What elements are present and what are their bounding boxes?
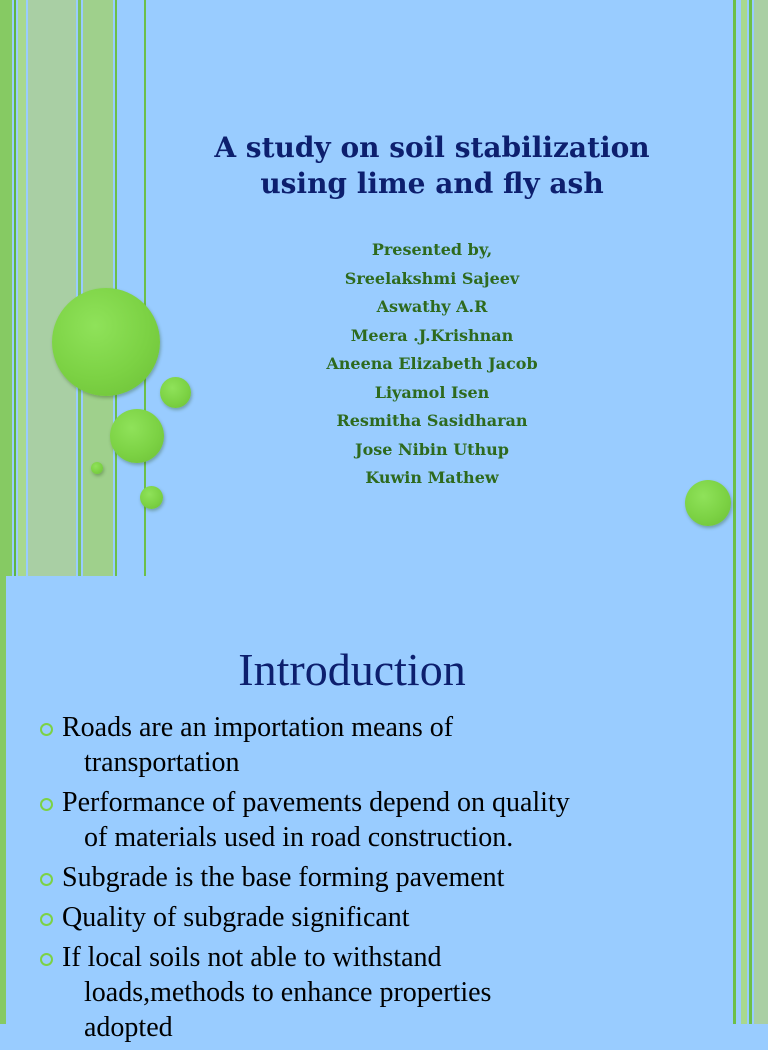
circle-bullet-icon — [40, 798, 53, 811]
circle-bullet-icon — [40, 953, 53, 966]
decorative-circle — [160, 377, 191, 408]
decorative-stripe — [741, 0, 747, 576]
decorative-stripe — [733, 0, 736, 576]
presenter-name: Resmitha Sasidharan — [336, 411, 528, 430]
list-item — [38, 785, 718, 855]
decorative-stripe — [749, 0, 752, 576]
slide-title: Introduction — [238, 644, 466, 695]
presenters-list — [230, 236, 634, 493]
decorative-circle — [685, 480, 731, 526]
decorative-stripe — [28, 0, 76, 576]
decorative-stripe — [18, 0, 26, 576]
bullet-text: Subgrade is the base forming pavement — [62, 862, 505, 893]
bullet-text: If local soils not able to withstand — [62, 942, 442, 973]
introduction-slide — [0, 576, 768, 1043]
bullet-text: Quality of subgrade significant — [62, 902, 410, 933]
decorative-stripe — [0, 0, 12, 576]
bullet-text: adopted — [84, 1012, 173, 1043]
slide-title — [160, 130, 704, 202]
decorative-stripe — [754, 0, 768, 576]
presenter-name: Liyamol Isen — [374, 382, 490, 402]
bullet-text: Performance of pavements depend on quality — [62, 787, 570, 818]
presenter-name: Meera .J.Krishnan — [350, 325, 514, 345]
bullet-text: of materials used in road construction. — [84, 822, 514, 853]
presenter-name: Aswathy A.R — [376, 297, 488, 316]
presenter-name: Jose Nibin Uthup — [355, 439, 509, 459]
presenter-name: Aneena Elizabeth Jacob — [326, 354, 538, 373]
decorative-stripe — [733, 576, 736, 1024]
bullet-text: Roads are an importation means of — [62, 712, 454, 743]
decorative-circle — [110, 409, 164, 463]
decorative-circle — [140, 486, 163, 509]
presenter-name: Kuwin Mathew — [365, 468, 499, 487]
decorative-stripe — [749, 576, 752, 1024]
list-item — [38, 940, 718, 1045]
circle-bullet-icon — [40, 913, 53, 926]
decorative-stripe — [754, 576, 768, 1024]
decorative-circle — [91, 462, 103, 474]
decorative-circle — [52, 288, 160, 396]
decorative-stripe — [78, 0, 81, 576]
circle-bullet-icon — [40, 873, 53, 886]
decorative-stripe — [14, 0, 16, 576]
presented-by-label: Presented by, — [371, 240, 493, 259]
bullet-text: loads,methods to enhance properties — [84, 977, 492, 1008]
circle-bullet-icon — [40, 723, 53, 736]
title-line: using lime and fly ash — [260, 167, 604, 200]
title-line: A study on soil stabilization — [214, 131, 650, 164]
decorative-stripe — [741, 576, 747, 1024]
bullet-list — [38, 710, 718, 1050]
list-item — [38, 710, 718, 780]
list-item — [38, 860, 718, 895]
presenter-name: Sreelakshmi Sajeev — [344, 268, 520, 288]
list-item — [38, 900, 718, 935]
bullet-text: transportation — [84, 747, 240, 778]
